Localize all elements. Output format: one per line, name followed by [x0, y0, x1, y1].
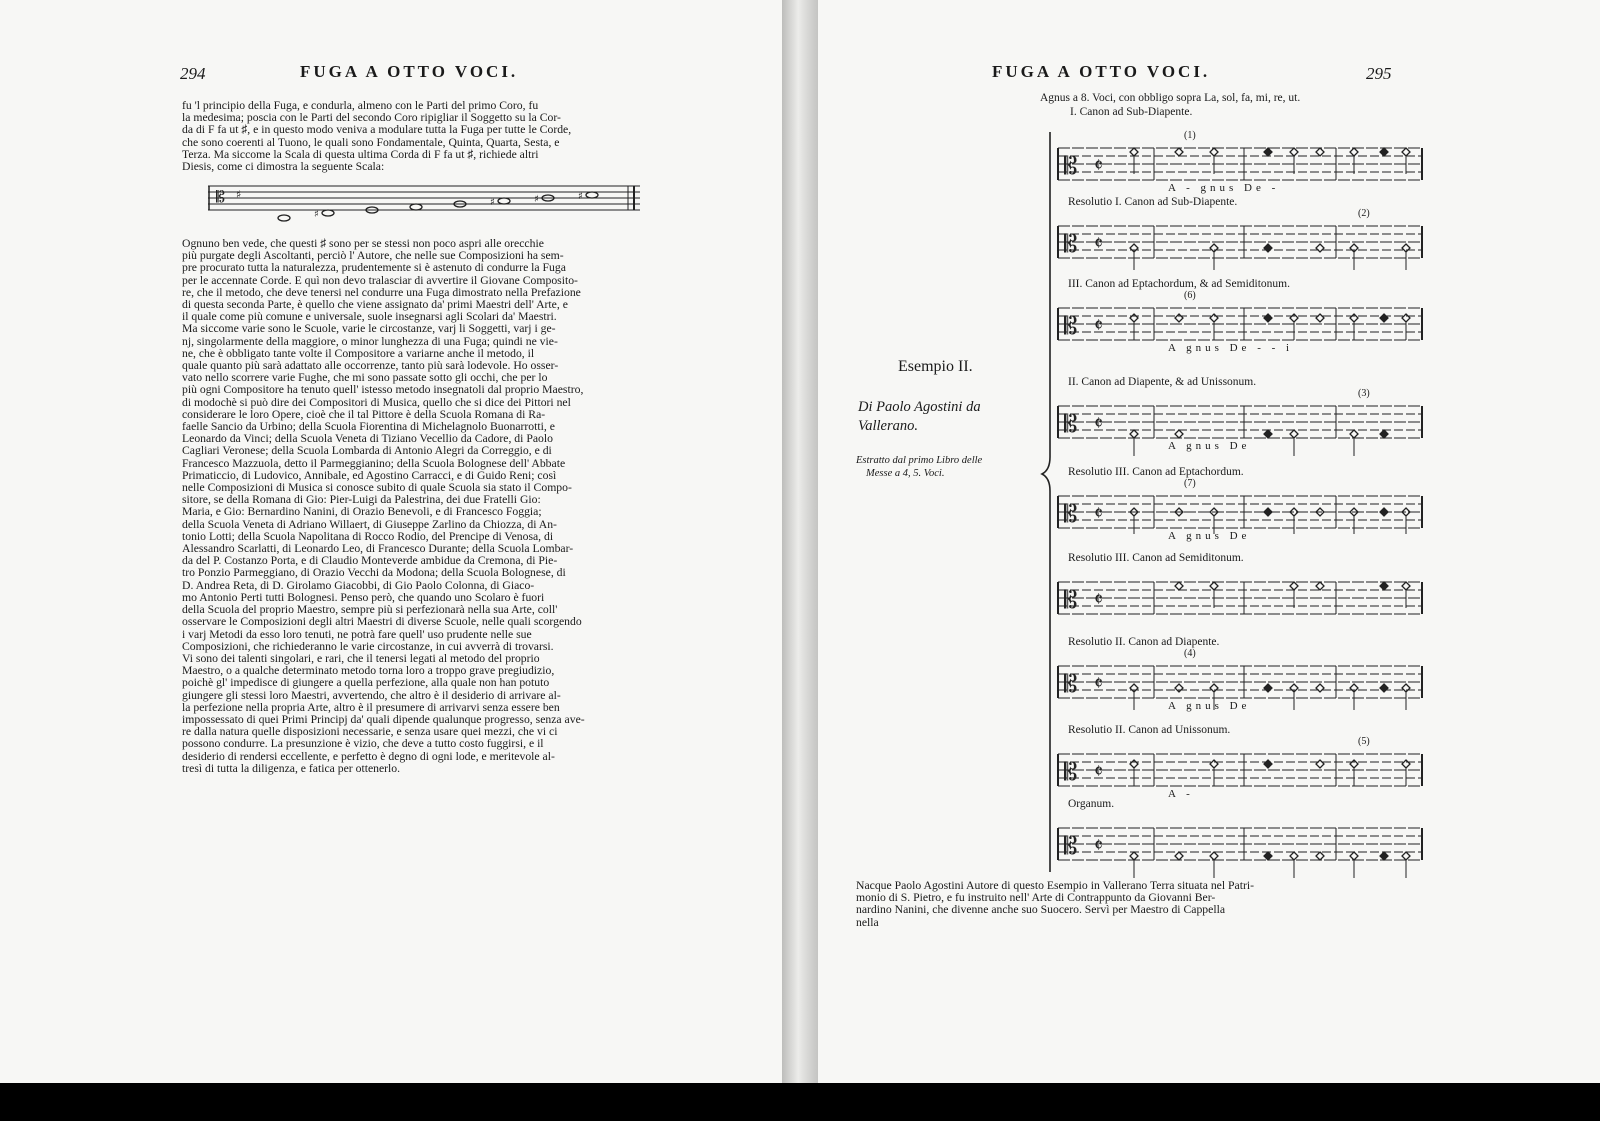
right-page	[818, 0, 1600, 1083]
text-line: tresì di tutta la diligenza, e fatica per ottenerlo.	[182, 762, 401, 775]
lyric-text: A gnus De	[1168, 440, 1251, 452]
music-staff	[1054, 740, 1426, 804]
staff-label: Resolutio III. Canon ad Semiditonum.	[1068, 552, 1244, 564]
text-line: nj, singolarmente della maggiore, o minor lunghezza di una Fuga; quindi ne vie-	[182, 335, 558, 348]
canon-marker: (7)	[1184, 478, 1196, 489]
canon-marker: (1)	[1184, 130, 1196, 141]
text-line: impossessato di quei Primi Principj da' quali dipende qualunque progresso, senza ave-	[182, 713, 585, 726]
footer-text	[856, 880, 1424, 929]
svg-text:𝄵: 𝄵	[1094, 833, 1103, 857]
text-line: di questa seconda Parte, è quello che viene assignato da' primi Maestri dell' Arte, e	[182, 299, 568, 312]
text-line: re dalla natura quelle disposizioni necessarie, e senza usare quei mezzi, che vi ci	[182, 726, 558, 739]
text-line: per le accennate Corde. E quì non devo tralasciar di avvertire il Giovane Composito-	[182, 274, 578, 287]
svg-text:𝄵: 𝄵	[1094, 759, 1103, 783]
heading-line-2: I. Canon ad Sub-Diapente.	[1070, 106, 1193, 118]
svg-text:𝄡: 𝄡	[1064, 410, 1078, 438]
text-line: di modochè si può dire dei Compositori di Musica, quello che si dice dei Pittori nel	[182, 396, 571, 409]
svg-text:𝄵: 𝄵	[1094, 587, 1103, 611]
text-line: della Scuola Veneta di Adriano Willaert, di Giuseppe Zarlino da Chiozza, di An-	[182, 518, 557, 531]
text-line: Primaticcio, di Ludovico, Annibale, ed Agostino Carracci, e di Guido Reni; così	[182, 469, 557, 482]
book-gutter	[782, 0, 818, 1083]
page-number: 295	[1366, 64, 1392, 83]
text-line: nelle Composizioni di Musica si conosce subito di quale Scuola sia stato il Compo-	[182, 482, 572, 495]
text-line: Terza. Ma siccome la Scala di questa ultima Corda di F fa ut ♯, richiede altri	[182, 148, 539, 161]
text-line: della Scuola del proprio Maestro, sempre più si perfezionarà nella sua Arte, coll'	[182, 604, 558, 617]
canon-marker: (4)	[1184, 648, 1196, 659]
svg-text:𝄵: 𝄵	[1094, 501, 1103, 525]
svg-text:𝄡: 𝄡	[1064, 312, 1078, 340]
text-line: i varj Metodi da esso loro tenuti, ne potrà fare quell' uso prudente nelle sue	[182, 628, 532, 641]
staff-label: Resolutio II. Canon ad Unissonum.	[1068, 724, 1231, 736]
text-line: giungere gli stessi loro Maestri, avvertendo, che altro è il desiderio di arrivare al-	[182, 689, 561, 702]
svg-text:♯: ♯	[534, 194, 539, 205]
text-line: tro Ponzio Parmeggiano, di Orazio Vecchi da Modona; della Scuola Bolognese, di	[182, 567, 566, 580]
text-line: Vi sono dei talenti singolari, e rari, che il tenersi legati al metodo del proprio	[182, 652, 540, 665]
lyric-text: A -	[1168, 788, 1194, 800]
heading-line-1: Agnus a 8. Voci, con obbligo sopra La, sol, fa, mi, re, ut.	[1040, 92, 1301, 104]
canon-marker: (2)	[1358, 208, 1370, 219]
running-head: FUGA A OTTO VOCI.	[300, 62, 519, 81]
staff-label: III. Canon ad Eptachordum, & ad Semiditonum.	[1068, 278, 1290, 290]
running-head: FUGA A OTTO VOCI.	[992, 62, 1211, 81]
text-line: desiderio di rendersi eccellente, e perfetto è degno di ogni lode, e meritevole al-	[182, 750, 555, 763]
attribution: Di Paolo Agostini da Vallerano.	[858, 399, 981, 434]
text-line: D. Andrea Reta, di D. Girolamo Giacobbi, di Gio Paolo Colonna, di Giaco-	[182, 579, 535, 592]
text-line: vato nello scorrere varie Fughe, che mi sono passate sotto gli occhi, che per lo	[182, 372, 548, 385]
svg-text:𝄵: 𝄵	[1094, 671, 1103, 695]
svg-text:𝄡: 𝄡	[1064, 230, 1078, 258]
scan-border	[0, 1083, 1600, 1121]
text-line: monio di S. Pietro, e fu instruito nell' Arte di Contrappunto da Giovanni Ber-	[856, 892, 1216, 905]
text-line: Ognuno ben vede, che questi ♯ sono per se stessi non poco aspri alle orecchie	[182, 238, 544, 250]
text-line: sitore, se della Romana di Gio: Pier-Luigi da Palestrina, dei due Fratelli Gio:	[182, 494, 541, 507]
text-line: Nacque Paolo Agostini Autore di questo Esempio in Vallerano Terra situata nel Patri-	[856, 880, 1254, 892]
text-line: da del P. Costanzo Porta, e di Claudio Monteverde ambidue da Cremona, di Pie-	[182, 555, 558, 568]
canon-marker: (6)	[1184, 290, 1196, 301]
text-line: poichè gl' impedisce di giungere a quella perfezione, alla quale non han potuto	[182, 677, 550, 690]
text-line: nella	[856, 916, 879, 929]
svg-text:𝄵: 𝄵	[1094, 231, 1103, 255]
svg-text:♯: ♯	[490, 197, 495, 208]
svg-text:𝄡: 𝄡	[1064, 670, 1078, 698]
text-line: pre procurato tutta la naturalezza, prudentemente si è astenuto di condurre la Fuga	[182, 262, 566, 275]
lyric-text: A gnus De	[1168, 530, 1251, 542]
text-line: la medesima; poscia con le Parti del secondo Coro ripigliar il Soggetto su la Cor-	[182, 112, 561, 125]
svg-text:♯: ♯	[314, 209, 319, 220]
svg-text:𝄵: 𝄵	[1094, 153, 1103, 177]
text-line: la perfezione nella propria Arte, altro è il presumere di arrivarvi senza essere ben	[182, 701, 560, 714]
text-line: tonio Lotti; della Scuola Napolitana di Rocco Rodio, del Prencipe di Venosa, di	[182, 530, 554, 543]
text-line: Diesis, come ci dimostra la seguente Scala:	[182, 161, 385, 174]
text-line: possono condurre. La presunzione è vizio, che deve a tutto costo fuggirsi, e il	[182, 738, 544, 751]
svg-text:𝄵: 𝄵	[1094, 313, 1103, 337]
lyric-text: A gnus De	[1168, 700, 1251, 712]
lyric-text: A - gnus De -	[1168, 182, 1280, 194]
paragraph-1	[182, 100, 712, 173]
svg-text:𝄵: 𝄵	[1094, 411, 1103, 435]
text-line: più purgate degli Ascoltanti, perciò l' Autore, che nelle sue Composizioni ha sem-	[182, 250, 564, 263]
text-line: quale quanto più sarà adattato alle occorrenze, tanto più sarà lodevole. Ho osser-	[182, 360, 559, 373]
svg-text:𝄡: 𝄡	[1064, 586, 1078, 614]
staff-label: Resolutio II. Canon ad Diapente.	[1068, 636, 1220, 648]
svg-text:♯: ♯	[578, 191, 583, 202]
text-line: faelle Sancio da Urbino; della Scuola Fiorentina di Michelagnolo Buonarrotti, e	[182, 421, 555, 434]
canon-marker: (5)	[1358, 736, 1370, 747]
text-line: più ogni Compositore ha tenuto quell' istesso metodo insegnatoli dal proprio Maestro,	[182, 384, 584, 397]
svg-text:𝄡: 𝄡	[1064, 758, 1078, 786]
example-title: Esempio II.	[898, 358, 973, 375]
text-line: Ma siccome varie sono le Scuole, varie le circostanze, varj li Soggetti, varj i ge-	[182, 323, 556, 336]
staff-label: II. Canon ad Diapente, & ad Unissonum.	[1068, 376, 1257, 388]
scale-example	[208, 180, 640, 224]
text-line: Leonardo da Vinci; della Scuola Veneta di Tiziano Vecellio da Cadore, di Paolo	[182, 433, 553, 446]
svg-text:♯: ♯	[236, 188, 242, 201]
text-line: nardino Nanini, che divenne anche suo Suocero. Servì per Maestro di Cappella	[856, 904, 1226, 917]
lyric-text: A gnus De - - i	[1168, 342, 1294, 354]
text-line: il quale come più comune e universale, suole insegnarsi agli Scolari da' Maestri.	[182, 311, 557, 324]
staff-label: Resolutio III. Canon ad Eptachordum.	[1068, 466, 1244, 478]
text-line: che sono coerenti al Tuono, le quali sono Fondamentale, Quinta, Quarta, Sesta, e	[182, 136, 560, 149]
text-line: Composizioni, che richiederanno le varie circostanze, in cui avverrà di trovarsi.	[182, 640, 554, 653]
svg-text:𝄡: 𝄡	[216, 187, 225, 206]
staff-label: Resolutio I. Canon ad Sub-Diapente.	[1068, 196, 1238, 208]
text-line: Cagliari Veronese; della Scuola Lombarda di Antonio Alegri da Correggio, e di	[182, 445, 552, 458]
music-staff	[1054, 212, 1426, 276]
left-page	[0, 0, 782, 1083]
source-line-2: Messe a 4, 5. Voci.	[866, 468, 945, 479]
text-line: osservare le Composizioni degli altri Maestri di diverse Scuole, nelle quali scorgendo	[182, 616, 582, 629]
text-line: mo Antonio Perti tutti Bolognesi. Penso però, che quando uno Scolaro è fuori	[182, 591, 545, 604]
text-line: da di F fa ut ♯, e in questo modo veniva a modulare tutta la Fuga per tutte le Corde,	[182, 124, 572, 137]
music-staff	[1054, 814, 1426, 878]
text-line: fu 'l principio della Fuga, e condurla, almeno con le Parti del primo Coro, fu	[182, 100, 539, 112]
staff-label: Organum.	[1068, 798, 1115, 810]
text-line: ne, che è obbligato tante volte il Compositore a variarne anche il metodo, il	[182, 347, 535, 360]
text-line: considerare le loro Opere, cioè che il tal Pittore è della Scuola Romana di Ra-	[182, 408, 546, 421]
text-line: re, che il metodo, che deve tenersi nel condurre una Fuga dimostrato nella Prefazione	[182, 286, 581, 299]
source-line-1: Estratto dal primo Libro delle	[856, 455, 983, 466]
text-line: Francesco Mazzuola, detto il Parmeggianino; della Scuola Bolognese dell' Abbate	[182, 457, 566, 470]
paragraph-2	[182, 238, 712, 775]
music-staff	[1054, 568, 1426, 632]
svg-text:𝄡: 𝄡	[1064, 152, 1078, 180]
text-line: Alessandro Scarlatti, di Leonardo Leo, di Francesco Durante; della Scuola Lombar-	[182, 543, 574, 556]
svg-text:𝄡: 𝄡	[1064, 832, 1078, 860]
svg-text:𝄡: 𝄡	[1064, 500, 1078, 528]
text-line: Maestro, o a qualche determinato metodo torna loro a troppo grave pregiudizio,	[182, 665, 555, 678]
canon-marker: (3)	[1358, 388, 1370, 399]
page-number: 294	[180, 64, 206, 83]
text-line: Maria, e Gio: Bernardino Nanini, di Orazio Benevoli, e di Francesco Foggia;	[182, 506, 542, 519]
